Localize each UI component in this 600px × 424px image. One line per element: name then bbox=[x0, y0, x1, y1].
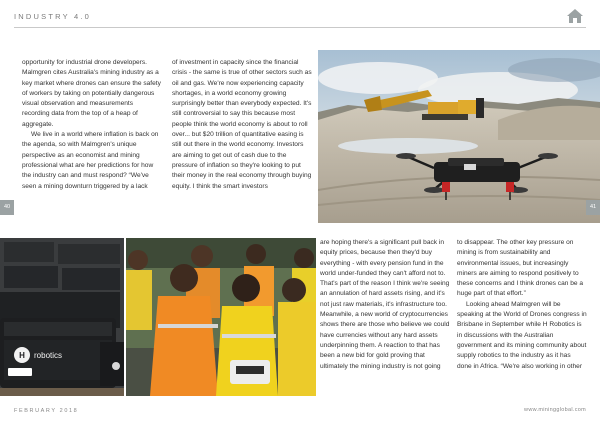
drone-mining-photo bbox=[318, 50, 600, 223]
header-divider bbox=[14, 27, 586, 28]
case-brand-label: robotics bbox=[34, 351, 63, 360]
home-icon[interactable] bbox=[567, 9, 583, 23]
article-paragraph: opportunity for industrial drone developers. Malmgren cites Australia's mining industry as a key market where drones can ensure the safety of workers by taking on potentially dangerous visual observation and measurements recording data from the top of a heap of aggregate. bbox=[22, 59, 161, 128]
article-column-2 bbox=[172, 58, 312, 192]
robotics-cases-scene bbox=[0, 238, 124, 396]
article-column-4 bbox=[457, 238, 587, 372]
article-column-3 bbox=[320, 238, 450, 372]
article-paragraph: to disappear. The other key pressure on mining is from sustainability and environmental issues, but increasingly miners are aiming to respond positively to these concerns and I think drones can be a huge part of that effort.” bbox=[457, 239, 584, 298]
team-group-photo bbox=[126, 238, 316, 396]
article-column-1 bbox=[22, 58, 162, 192]
website-link[interactable]: www.miningglobal.com bbox=[524, 407, 586, 413]
drone-mining-scene bbox=[318, 50, 600, 223]
article-paragraph: We live in a world where inflation is back on the agenda, so with Malmgren's unique perspective as an economist and mining professional what are her predictions for how the industry can and must respond? “We've seen a mining downturn triggered by a lack bbox=[22, 131, 159, 190]
team-group-scene bbox=[126, 238, 316, 396]
article-paragraph: are hoping there's a significant pull back in equity prices, because then they'd buy everything - with every pension fund in the world under-funded they can't afford not to. That's part of the reason I think we're seeing an annulation of hard assets rising, and it's not just raw materials, it's infrastructure too. Meanwhile, a new world of cryptocurrencies shows there are those who believe we could have currencies without any hard assets underpinning them. A reaction to that has been a new bid for gold proving that ultimately the mining industry is not going bbox=[320, 239, 450, 370]
case-logo-mark: H bbox=[19, 351, 25, 360]
robotics-cases-photo bbox=[0, 238, 124, 396]
article-paragraph: Looking ahead Malmgren will be speaking at the World of Drones congress in Brisbane in September while H Robotics is in discussions with the Australian government and its mining community about supply robotics to the industry as it has done in Africa. “We're also working in other bbox=[457, 300, 587, 370]
page-number-right: 41 bbox=[586, 200, 600, 215]
page-number-left: 40 bbox=[0, 200, 14, 215]
section-title: INDUSTRY 4.0 bbox=[14, 12, 91, 21]
issue-date: FEBRUARY 2018 bbox=[14, 408, 79, 414]
article-paragraph: of investment in capacity since the financial crisis - the same is true of other sectors such as oil and gas. We're now experiencing capacity shortages, in a world economy growing surprisingly better than everybody expected. It's still controversial to say this because most people think the world economy is about to roll over... but $20 trillion of quantitative easing is still out there in the world economy. Investors are aiming to get out of cash due to the pressure of inflation so they're looking to put their money in the real economy through buying equity. I think the smart investors bbox=[172, 59, 312, 190]
